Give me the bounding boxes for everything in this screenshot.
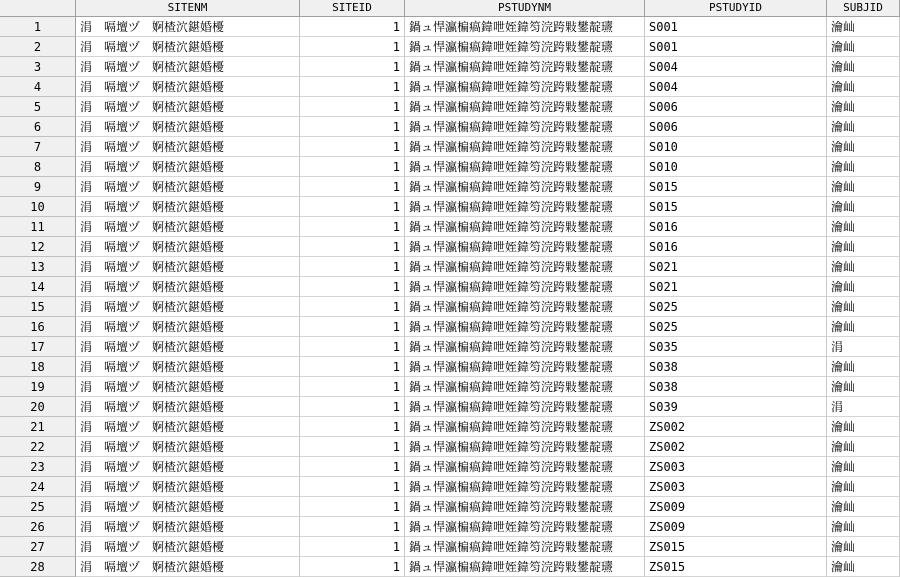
table-row[interactable] bbox=[0, 517, 900, 537]
pstudynm-cell[interactable]: 鍋ュ悍瀛楄瘑鍏呭姪鍏笉浣跨敤鐢靛瓙 bbox=[405, 17, 645, 37]
subjid-cell[interactable]: 瀹屾 bbox=[827, 497, 900, 517]
subjid-cell[interactable]: 瀹屾 bbox=[827, 57, 900, 77]
pstudynm-cell[interactable]: 鍋ュ悍瀛楄瘑鍏呭姪鍏笉浣跨敤鐢靛瓙 bbox=[405, 217, 645, 237]
siteid-cell[interactable]: 1 bbox=[300, 177, 405, 197]
siteid-cell[interactable]: 1 bbox=[300, 317, 405, 337]
siteid-cell[interactable]: 1 bbox=[300, 497, 405, 517]
pstudyid-cell[interactable]: S004 bbox=[645, 77, 827, 97]
pstudyid-cell[interactable]: S016 bbox=[645, 217, 827, 237]
pstudynm-cell[interactable]: 鍋ュ悍瀛楄瘑鍏呭姪鍏笉浣跨敤鐢靛瓙 bbox=[405, 477, 645, 497]
table-row[interactable] bbox=[0, 177, 900, 197]
row-number-cell[interactable]: 16 bbox=[0, 317, 76, 337]
subjid-cell[interactable]: 瀹屾 bbox=[827, 157, 900, 177]
table-row[interactable] bbox=[0, 137, 900, 157]
table-row[interactable] bbox=[0, 377, 900, 397]
table-row[interactable] bbox=[0, 317, 900, 337]
sitenm-cell[interactable]: 涓 嗝壇ヅ 婀楂泬鍖婚櫌 bbox=[76, 137, 300, 157]
sitenm-cell[interactable]: 涓 嗝壇ヅ 婀楂泬鍖婚櫌 bbox=[76, 557, 300, 577]
siteid-cell[interactable]: 1 bbox=[300, 217, 405, 237]
siteid-cell[interactable]: 1 bbox=[300, 37, 405, 57]
pstudynm-cell[interactable]: 鍋ュ悍瀛楄瘑鍏呭姪鍏笉浣跨敤鐢靛瓙 bbox=[405, 417, 645, 437]
pstudynm-cell[interactable]: 鍋ュ悍瀛楄瘑鍏呭姪鍏笉浣跨敤鐢靛瓙 bbox=[405, 57, 645, 77]
subjid-cell[interactable]: 瀹屾 bbox=[827, 357, 900, 377]
row-number-cell[interactable]: 1 bbox=[0, 17, 76, 37]
sitenm-cell[interactable]: 涓 嗝壇ヅ 婀楂泬鍖婚櫌 bbox=[76, 157, 300, 177]
table-row[interactable] bbox=[0, 237, 900, 257]
row-number-cell[interactable]: 23 bbox=[0, 457, 76, 477]
subjid-cell[interactable]: 瀹屾 bbox=[827, 437, 900, 457]
pstudynm-cell[interactable]: 鍋ュ悍瀛楄瘑鍏呭姪鍏笉浣跨敤鐢靛瓙 bbox=[405, 177, 645, 197]
subjid-cell[interactable]: 瀹屾 bbox=[827, 557, 900, 577]
pstudyid-cell[interactable]: S001 bbox=[645, 17, 827, 37]
table-row[interactable] bbox=[0, 397, 900, 417]
siteid-cell[interactable]: 1 bbox=[300, 417, 405, 437]
sitenm-cell[interactable]: 涓 嗝壇ヅ 婀楂泬鍖婚櫌 bbox=[76, 377, 300, 397]
siteid-cell[interactable]: 1 bbox=[300, 477, 405, 497]
pstudynm-cell[interactable]: 鍋ュ悍瀛楄瘑鍏呭姪鍏笉浣跨敤鐢靛瓙 bbox=[405, 137, 645, 157]
row-number-cell[interactable]: 22 bbox=[0, 437, 76, 457]
subjid-cell[interactable]: 瀹屾 bbox=[827, 197, 900, 217]
sitenm-cell[interactable]: 涓 嗝壇ヅ 婀楂泬鍖婚櫌 bbox=[76, 277, 300, 297]
pstudynm-cell[interactable]: 鍋ュ悍瀛楄瘑鍏呭姪鍏笉浣跨敤鐢靛瓙 bbox=[405, 537, 645, 557]
pstudynm-cell[interactable]: 鍋ュ悍瀛楄瘑鍏呭姪鍏笉浣跨敤鐢靛瓙 bbox=[405, 317, 645, 337]
row-number-cell[interactable]: 19 bbox=[0, 377, 76, 397]
row-number-cell[interactable]: 4 bbox=[0, 77, 76, 97]
table-row[interactable] bbox=[0, 477, 900, 497]
pstudynm-cell[interactable]: 鍋ュ悍瀛楄瘑鍏呭姪鍏笉浣跨敤鐢靛瓙 bbox=[405, 37, 645, 57]
pstudynm-cell[interactable]: 鍋ュ悍瀛楄瘑鍏呭姪鍏笉浣跨敤鐢靛瓙 bbox=[405, 77, 645, 97]
pstudyid-cell[interactable]: S010 bbox=[645, 137, 827, 157]
siteid-cell[interactable]: 1 bbox=[300, 197, 405, 217]
pstudynm-cell[interactable]: 鍋ュ悍瀛楄瘑鍏呭姪鍏笉浣跨敤鐢靛瓙 bbox=[405, 97, 645, 117]
table-row[interactable] bbox=[0, 337, 900, 357]
pstudynm-cell[interactable]: 鍋ュ悍瀛楄瘑鍏呭姪鍏笉浣跨敤鐢靛瓙 bbox=[405, 277, 645, 297]
row-number-cell[interactable]: 28 bbox=[0, 557, 76, 577]
row-number-cell[interactable]: 27 bbox=[0, 537, 76, 557]
pstudyid-cell[interactable]: ZS015 bbox=[645, 557, 827, 577]
sitenm-cell[interactable]: 涓 嗝壇ヅ 婀楂泬鍖婚櫌 bbox=[76, 257, 300, 277]
siteid-cell[interactable]: 1 bbox=[300, 517, 405, 537]
sitenm-cell[interactable]: 涓 嗝壇ヅ 婀楂泬鍖婚櫌 bbox=[76, 517, 300, 537]
subjid-cell[interactable]: 瀹屾 bbox=[827, 177, 900, 197]
pstudynm-cell[interactable]: 鍋ュ悍瀛楄瘑鍏呭姪鍏笉浣跨敤鐢靛瓙 bbox=[405, 557, 645, 577]
siteid-cell[interactable]: 1 bbox=[300, 97, 405, 117]
pstudyid-cell[interactable]: S015 bbox=[645, 177, 827, 197]
sitenm-cell[interactable]: 涓 嗝壇ヅ 婀楂泬鍖婚櫌 bbox=[76, 337, 300, 357]
column-header-pstudynm[interactable]: PSTUDYNM bbox=[405, 0, 645, 17]
table-row[interactable] bbox=[0, 197, 900, 217]
row-number-cell[interactable]: 20 bbox=[0, 397, 76, 417]
siteid-cell[interactable]: 1 bbox=[300, 437, 405, 457]
sitenm-cell[interactable]: 涓 嗝壇ヅ 婀楂泬鍖婚櫌 bbox=[76, 317, 300, 337]
subjid-cell[interactable]: 瀹屾 bbox=[827, 537, 900, 557]
row-number-cell[interactable]: 6 bbox=[0, 117, 76, 137]
siteid-cell[interactable]: 1 bbox=[300, 357, 405, 377]
row-number-cell[interactable]: 11 bbox=[0, 217, 76, 237]
pstudyid-cell[interactable]: S006 bbox=[645, 97, 827, 117]
pstudynm-cell[interactable]: 鍋ュ悍瀛楄瘑鍏呭姪鍏笉浣跨敤鐢靛瓙 bbox=[405, 157, 645, 177]
table-row[interactable] bbox=[0, 257, 900, 277]
subjid-cell[interactable]: 瀹屾 bbox=[827, 477, 900, 497]
pstudyid-cell[interactable]: S035 bbox=[645, 337, 827, 357]
pstudyid-cell[interactable]: ZS002 bbox=[645, 437, 827, 457]
subjid-cell[interactable]: 瀹屾 bbox=[827, 517, 900, 537]
pstudyid-cell[interactable]: S025 bbox=[645, 317, 827, 337]
subjid-cell[interactable]: 瀹屾 bbox=[827, 137, 900, 157]
pstudynm-cell[interactable]: 鍋ュ悍瀛楄瘑鍏呭姪鍏笉浣跨敤鐢靛瓙 bbox=[405, 357, 645, 377]
row-number-cell[interactable]: 21 bbox=[0, 417, 76, 437]
row-number-cell[interactable]: 2 bbox=[0, 37, 76, 57]
pstudyid-cell[interactable]: S021 bbox=[645, 277, 827, 297]
pstudyid-cell[interactable]: S016 bbox=[645, 237, 827, 257]
siteid-cell[interactable]: 1 bbox=[300, 257, 405, 277]
subjid-cell[interactable]: 瀹屾 bbox=[827, 457, 900, 477]
sitenm-cell[interactable]: 涓 嗝壇ヅ 婀楂泬鍖婚櫌 bbox=[76, 57, 300, 77]
table-row[interactable] bbox=[0, 457, 900, 477]
sitenm-cell[interactable]: 涓 嗝壇ヅ 婀楂泬鍖婚櫌 bbox=[76, 457, 300, 477]
pstudyid-cell[interactable]: ZS015 bbox=[645, 537, 827, 557]
sitenm-cell[interactable]: 涓 嗝壇ヅ 婀楂泬鍖婚櫌 bbox=[76, 237, 300, 257]
pstudyid-cell[interactable]: ZS002 bbox=[645, 417, 827, 437]
pstudyid-cell[interactable]: S039 bbox=[645, 397, 827, 417]
sitenm-cell[interactable]: 涓 嗝壇ヅ 婀楂泬鍖婚櫌 bbox=[76, 477, 300, 497]
subjid-cell[interactable]: 涓 bbox=[827, 337, 900, 357]
siteid-cell[interactable]: 1 bbox=[300, 537, 405, 557]
table-row[interactable] bbox=[0, 497, 900, 517]
table-row[interactable] bbox=[0, 297, 900, 317]
row-number-cell[interactable]: 9 bbox=[0, 177, 76, 197]
row-number-cell[interactable]: 26 bbox=[0, 517, 76, 537]
column-header-siteid[interactable]: SITEID bbox=[300, 0, 405, 17]
subjid-cell[interactable]: 瀹屾 bbox=[827, 257, 900, 277]
sitenm-cell[interactable]: 涓 嗝壇ヅ 婀楂泬鍖婚櫌 bbox=[76, 437, 300, 457]
siteid-cell[interactable]: 1 bbox=[300, 337, 405, 357]
row-number-cell[interactable]: 7 bbox=[0, 137, 76, 157]
siteid-cell[interactable]: 1 bbox=[300, 77, 405, 97]
pstudyid-cell[interactable]: S001 bbox=[645, 37, 827, 57]
pstudyid-cell[interactable]: ZS003 bbox=[645, 457, 827, 477]
table-row[interactable] bbox=[0, 277, 900, 297]
pstudynm-cell[interactable]: 鍋ュ悍瀛楄瘑鍏呭姪鍏笉浣跨敤鐢靛瓙 bbox=[405, 437, 645, 457]
pstudynm-cell[interactable]: 鍋ュ悍瀛楄瘑鍏呭姪鍏笉浣跨敤鐢靛瓙 bbox=[405, 457, 645, 477]
table-row[interactable] bbox=[0, 357, 900, 377]
table-row[interactable] bbox=[0, 217, 900, 237]
siteid-cell[interactable]: 1 bbox=[300, 277, 405, 297]
pstudyid-cell[interactable]: S010 bbox=[645, 157, 827, 177]
row-number-cell[interactable]: 10 bbox=[0, 197, 76, 217]
column-header-row bbox=[0, 0, 900, 17]
sitenm-cell[interactable]: 涓 嗝壇ヅ 婀楂泬鍖婚櫌 bbox=[76, 117, 300, 137]
sitenm-cell[interactable]: 涓 嗝壇ヅ 婀楂泬鍖婚櫌 bbox=[76, 197, 300, 217]
row-number-cell[interactable]: 5 bbox=[0, 97, 76, 117]
pstudyid-cell[interactable]: ZS009 bbox=[645, 517, 827, 537]
row-number-cell[interactable]: 24 bbox=[0, 477, 76, 497]
table-row[interactable] bbox=[0, 77, 900, 97]
row-number-cell[interactable]: 15 bbox=[0, 297, 76, 317]
pstudynm-cell[interactable]: 鍋ュ悍瀛楄瘑鍏呭姪鍏笉浣跨敤鐢靛瓙 bbox=[405, 297, 645, 317]
siteid-cell[interactable]: 1 bbox=[300, 137, 405, 157]
column-header-subjid[interactable]: SUBJID bbox=[827, 0, 900, 17]
sitenm-cell[interactable]: 涓 嗝壇ヅ 婀楂泬鍖婚櫌 bbox=[76, 17, 300, 37]
row-number-cell[interactable]: 3 bbox=[0, 57, 76, 77]
subjid-cell[interactable]: 瀹屾 bbox=[827, 97, 900, 117]
sitenm-cell[interactable]: 涓 嗝壇ヅ 婀楂泬鍖婚櫌 bbox=[76, 177, 300, 197]
table-row[interactable] bbox=[0, 557, 900, 577]
subjid-cell[interactable]: 瀹屾 bbox=[827, 297, 900, 317]
sitenm-cell[interactable]: 涓 嗝壇ヅ 婀楂泬鍖婚櫌 bbox=[76, 397, 300, 417]
pstudyid-cell[interactable]: ZS009 bbox=[645, 497, 827, 517]
table-row[interactable] bbox=[0, 97, 900, 117]
subjid-cell[interactable]: 瀹屾 bbox=[827, 17, 900, 37]
pstudyid-cell[interactable]: S015 bbox=[645, 197, 827, 217]
siteid-cell[interactable]: 1 bbox=[300, 157, 405, 177]
subjid-cell[interactable]: 瀹屾 bbox=[827, 377, 900, 397]
pstudynm-cell[interactable]: 鍋ュ悍瀛楄瘑鍏呭姪鍏笉浣跨敤鐢靛瓙 bbox=[405, 517, 645, 537]
subjid-cell[interactable]: 瀹屾 bbox=[827, 237, 900, 257]
sitenm-cell[interactable]: 涓 嗝壇ヅ 婀楂泬鍖婚櫌 bbox=[76, 77, 300, 97]
sitenm-cell[interactable]: 涓 嗝壇ヅ 婀楂泬鍖婚櫌 bbox=[76, 357, 300, 377]
sitenm-cell[interactable]: 涓 嗝壇ヅ 婀楂泬鍖婚櫌 bbox=[76, 297, 300, 317]
pstudyid-cell[interactable]: S025 bbox=[645, 297, 827, 317]
siteid-cell[interactable]: 1 bbox=[300, 57, 405, 77]
subjid-cell[interactable]: 瀹屾 bbox=[827, 417, 900, 437]
pstudynm-cell[interactable]: 鍋ュ悍瀛楄瘑鍏呭姪鍏笉浣跨敤鐢靛瓙 bbox=[405, 337, 645, 357]
subjid-cell[interactable]: 瀹屾 bbox=[827, 77, 900, 97]
table-row[interactable] bbox=[0, 17, 900, 37]
pstudynm-cell[interactable]: 鍋ュ悍瀛楄瘑鍏呭姪鍏笉浣跨敤鐢靛瓙 bbox=[405, 237, 645, 257]
pstudyid-cell[interactable]: S021 bbox=[645, 257, 827, 277]
pstudynm-cell[interactable]: 鍋ュ悍瀛楄瘑鍏呭姪鍏笉浣跨敤鐢靛瓙 bbox=[405, 197, 645, 217]
pstudynm-cell[interactable]: 鍋ュ悍瀛楄瘑鍏呭姪鍏笉浣跨敤鐢靛瓙 bbox=[405, 257, 645, 277]
subjid-cell[interactable]: 瀹屾 bbox=[827, 117, 900, 137]
pstudynm-cell[interactable]: 鍋ュ悍瀛楄瘑鍏呭姪鍏笉浣跨敤鐢靛瓙 bbox=[405, 117, 645, 137]
column-header-sitenm[interactable]: SITENM bbox=[76, 0, 300, 17]
siteid-cell[interactable]: 1 bbox=[300, 557, 405, 577]
column-header-pstudyid[interactable]: PSTUDYID bbox=[645, 0, 827, 17]
sitenm-cell[interactable]: 涓 嗝壇ヅ 婀楂泬鍖婚櫌 bbox=[76, 497, 300, 517]
subjid-cell[interactable]: 瀹屾 bbox=[827, 37, 900, 57]
subjid-cell[interactable]: 瀹屾 bbox=[827, 277, 900, 297]
row-number-header[interactable] bbox=[0, 0, 76, 17]
table-row[interactable] bbox=[0, 157, 900, 177]
pstudyid-cell[interactable]: ZS003 bbox=[645, 477, 827, 497]
pstudynm-cell[interactable]: 鍋ュ悍瀛楄瘑鍏呭姪鍏笉浣跨敤鐢靛瓙 bbox=[405, 397, 645, 417]
sitenm-cell[interactable]: 涓 嗝壇ヅ 婀楂泬鍖婚櫌 bbox=[76, 417, 300, 437]
subjid-cell[interactable]: 瀹屾 bbox=[827, 217, 900, 237]
row-number-cell[interactable]: 17 bbox=[0, 337, 76, 357]
siteid-cell[interactable]: 1 bbox=[300, 377, 405, 397]
sitenm-cell[interactable]: 涓 嗝壇ヅ 婀楂泬鍖婚櫌 bbox=[76, 37, 300, 57]
siteid-cell[interactable]: 1 bbox=[300, 397, 405, 417]
siteid-cell[interactable]: 1 bbox=[300, 297, 405, 317]
table-row[interactable] bbox=[0, 417, 900, 437]
row-number-cell[interactable]: 13 bbox=[0, 257, 76, 277]
table-row[interactable] bbox=[0, 37, 900, 57]
pstudyid-cell[interactable]: S038 bbox=[645, 357, 827, 377]
table-row[interactable] bbox=[0, 537, 900, 557]
sitenm-cell[interactable]: 涓 嗝壇ヅ 婀楂泬鍖婚櫌 bbox=[76, 217, 300, 237]
table-row[interactable] bbox=[0, 57, 900, 77]
row-number-cell[interactable]: 8 bbox=[0, 157, 76, 177]
table-row[interactable] bbox=[0, 437, 900, 457]
sitenm-cell[interactable]: 涓 嗝壇ヅ 婀楂泬鍖婚櫌 bbox=[76, 537, 300, 557]
pstudyid-cell[interactable]: S004 bbox=[645, 57, 827, 77]
row-number-cell[interactable]: 14 bbox=[0, 277, 76, 297]
row-number-cell[interactable]: 18 bbox=[0, 357, 76, 377]
row-number-cell[interactable]: 25 bbox=[0, 497, 76, 517]
pstudyid-cell[interactable]: S038 bbox=[645, 377, 827, 397]
siteid-cell[interactable]: 1 bbox=[300, 237, 405, 257]
siteid-cell[interactable]: 1 bbox=[300, 17, 405, 37]
pstudynm-cell[interactable]: 鍋ュ悍瀛楄瘑鍏呭姪鍏笉浣跨敤鐢靛瓙 bbox=[405, 497, 645, 517]
table-row[interactable] bbox=[0, 117, 900, 137]
siteid-cell[interactable]: 1 bbox=[300, 117, 405, 137]
sitenm-cell[interactable]: 涓 嗝壇ヅ 婀楂泬鍖婚櫌 bbox=[76, 97, 300, 117]
subjid-cell[interactable]: 瀹屾 bbox=[827, 317, 900, 337]
row-number-cell[interactable]: 12 bbox=[0, 237, 76, 257]
pstudynm-cell[interactable]: 鍋ュ悍瀛楄瘑鍏呭姪鍏笉浣跨敤鐢靛瓙 bbox=[405, 377, 645, 397]
siteid-cell[interactable]: 1 bbox=[300, 457, 405, 477]
pstudyid-cell[interactable]: S006 bbox=[645, 117, 827, 137]
grid-body bbox=[0, 17, 900, 577]
subjid-cell[interactable]: 涓 bbox=[827, 397, 900, 417]
